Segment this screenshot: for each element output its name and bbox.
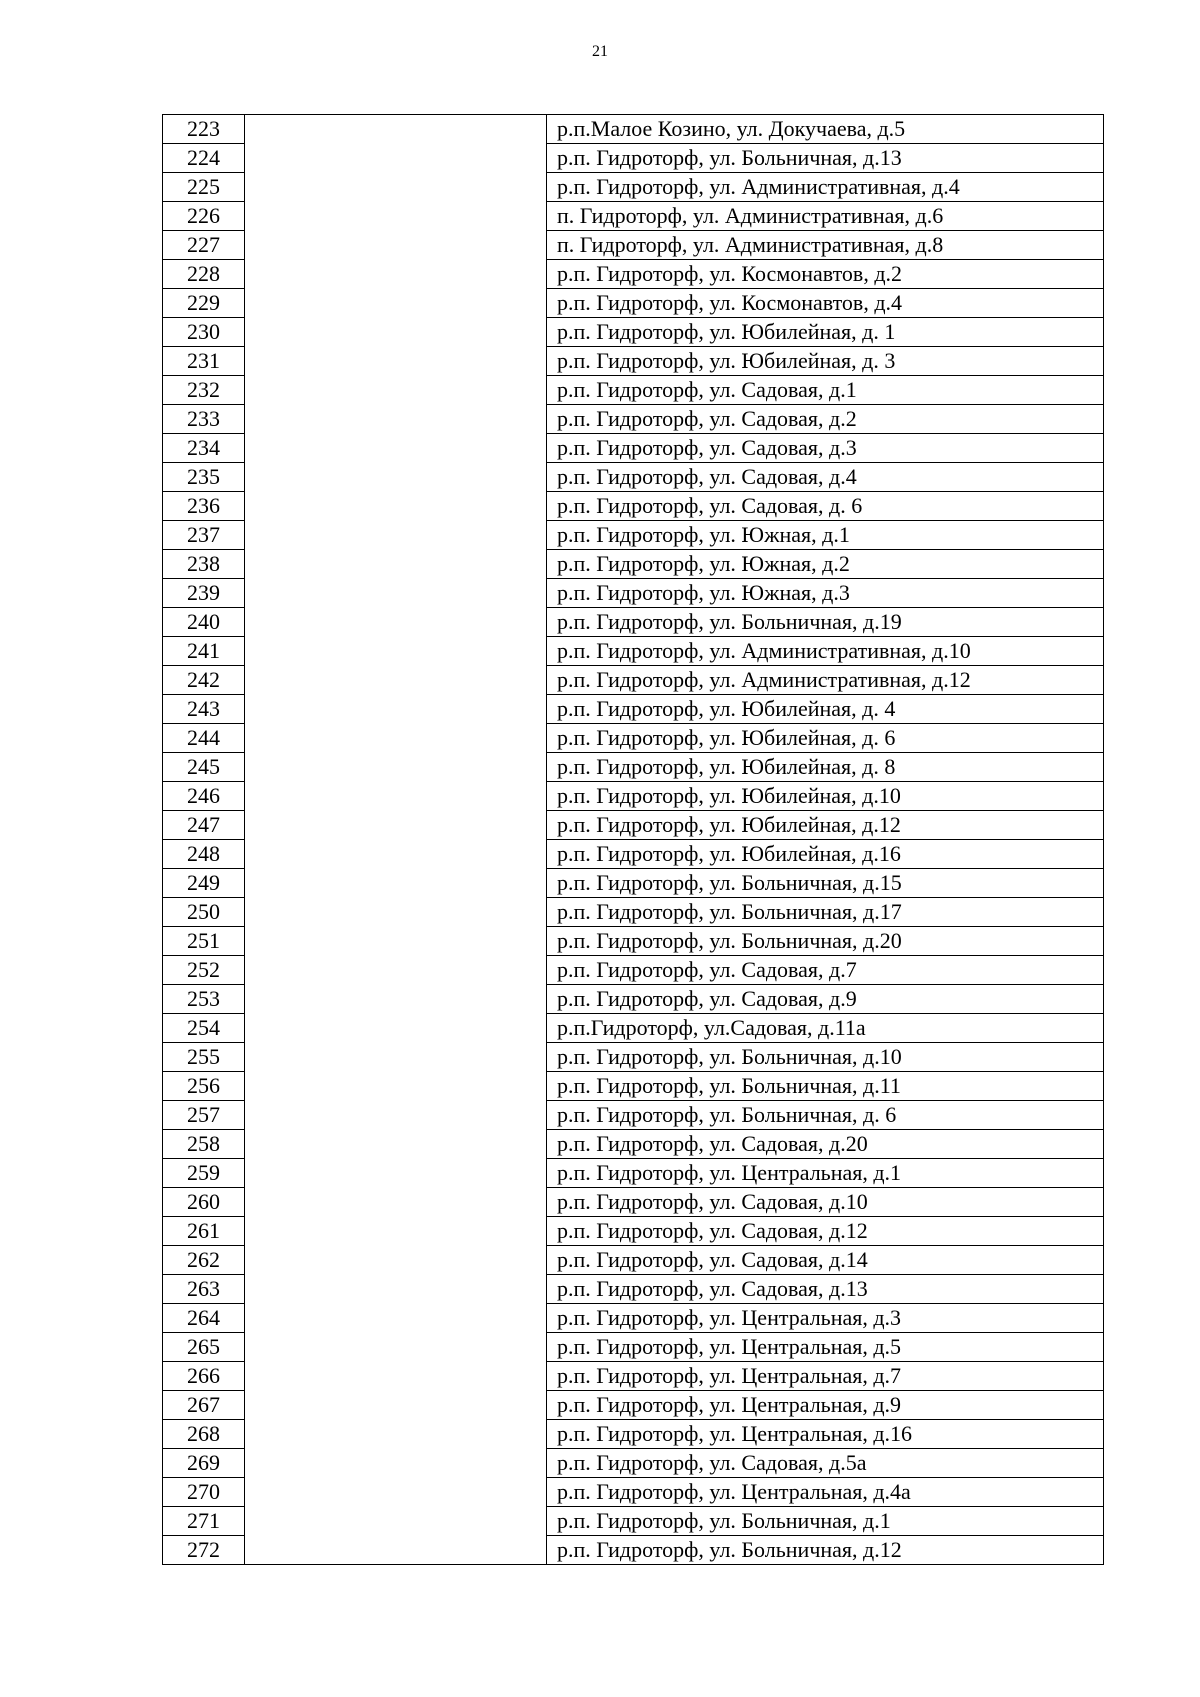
empty-cell (245, 898, 547, 927)
empty-cell (245, 318, 547, 347)
table-row (163, 1391, 1104, 1420)
table-row (163, 927, 1104, 956)
table-row (163, 260, 1104, 289)
address-cell: р.п. Гидроторф, ул. Садовая, д.4 (547, 463, 1104, 492)
empty-cell (245, 1188, 547, 1217)
row-number: 232 (163, 376, 245, 405)
empty-cell (245, 463, 547, 492)
table-row (163, 434, 1104, 463)
table-row (163, 1304, 1104, 1333)
table-row (163, 1275, 1104, 1304)
empty-cell (245, 289, 547, 318)
row-number: 260 (163, 1188, 245, 1217)
address-cell: р.п. Гидроторф, ул. Садовая, д.13 (547, 1275, 1104, 1304)
address-cell: р.п. Гидроторф, ул. Административная, д.10 (547, 637, 1104, 666)
row-number: 266 (163, 1362, 245, 1391)
row-number: 268 (163, 1420, 245, 1449)
row-number: 264 (163, 1304, 245, 1333)
row-number: 229 (163, 289, 245, 318)
row-number: 242 (163, 666, 245, 695)
address-cell: р.п. Гидроторф, ул. Больничная, д.13 (547, 144, 1104, 173)
row-number: 240 (163, 608, 245, 637)
table-row (163, 840, 1104, 869)
empty-cell (245, 1130, 547, 1159)
address-cell: р.п. Гидроторф, ул. Садовая, д.9 (547, 985, 1104, 1014)
row-number: 258 (163, 1130, 245, 1159)
table-row (163, 811, 1104, 840)
table-row (163, 1217, 1104, 1246)
address-cell: р.п. Гидроторф, ул. Космонавтов, д.4 (547, 289, 1104, 318)
empty-cell (245, 347, 547, 376)
row-number: 233 (163, 405, 245, 434)
empty-cell (245, 695, 547, 724)
table-row (163, 1159, 1104, 1188)
table-row (163, 492, 1104, 521)
empty-cell (245, 434, 547, 463)
empty-cell (245, 1420, 547, 1449)
table-row (163, 463, 1104, 492)
empty-cell (245, 1333, 547, 1362)
table-row (163, 695, 1104, 724)
address-cell: р.п. Гидроторф, ул. Южная, д.2 (547, 550, 1104, 579)
empty-cell (245, 202, 547, 231)
empty-cell (245, 579, 547, 608)
table-row (163, 1072, 1104, 1101)
row-number: 235 (163, 463, 245, 492)
empty-cell (245, 1536, 547, 1565)
address-cell: р.п. Гидроторф, ул. Центральная, д.4а (547, 1478, 1104, 1507)
empty-cell (245, 811, 547, 840)
table-row (163, 1362, 1104, 1391)
address-cell: р.п. Гидроторф, ул. Больничная, д.12 (547, 1536, 1104, 1565)
table-row (163, 724, 1104, 753)
row-number: 228 (163, 260, 245, 289)
table-row (163, 521, 1104, 550)
row-number: 251 (163, 927, 245, 956)
address-cell: р.п. Гидроторф, ул. Юбилейная, д. 4 (547, 695, 1104, 724)
empty-cell (245, 492, 547, 521)
table-row (163, 1536, 1104, 1565)
address-cell: р.п. Гидроторф, ул. Садовая, д.10 (547, 1188, 1104, 1217)
row-number: 245 (163, 753, 245, 782)
row-number: 261 (163, 1217, 245, 1246)
empty-cell (245, 115, 547, 144)
table-row (163, 289, 1104, 318)
empty-cell (245, 1362, 547, 1391)
address-cell: р.п. Гидроторф, ул. Больничная, д.19 (547, 608, 1104, 637)
empty-cell (245, 231, 547, 260)
empty-cell (245, 1391, 547, 1420)
empty-cell (245, 927, 547, 956)
row-number: 224 (163, 144, 245, 173)
address-cell: р.п. Гидроторф, ул. Садовая, д.5а (547, 1449, 1104, 1478)
table-row (163, 1014, 1104, 1043)
empty-cell (245, 869, 547, 898)
table-row (163, 1507, 1104, 1536)
address-cell: р.п. Гидроторф, ул. Юбилейная, д. 8 (547, 753, 1104, 782)
empty-cell (245, 550, 547, 579)
empty-cell (245, 1072, 547, 1101)
address-cell: р.п. Гидроторф, ул. Больничная, д.17 (547, 898, 1104, 927)
table-row (163, 1333, 1104, 1362)
table-row (163, 608, 1104, 637)
row-number: 243 (163, 695, 245, 724)
table-row (163, 1246, 1104, 1275)
table-row (163, 231, 1104, 260)
address-cell: р.п. Гидроторф, ул. Центральная, д.5 (547, 1333, 1104, 1362)
empty-cell (245, 1159, 547, 1188)
empty-cell (245, 173, 547, 202)
row-number: 272 (163, 1536, 245, 1565)
empty-cell (245, 1217, 547, 1246)
empty-cell (245, 1449, 547, 1478)
address-cell: р.п. Гидроторф, ул. Южная, д.1 (547, 521, 1104, 550)
empty-cell (245, 1101, 547, 1130)
empty-cell (245, 1275, 547, 1304)
address-cell: р.п. Гидроторф, ул. Центральная, д.7 (547, 1362, 1104, 1391)
row-number: 225 (163, 173, 245, 202)
table-row (163, 144, 1104, 173)
empty-cell (245, 144, 547, 173)
address-cell: р.п. Гидроторф, ул. Садовая, д.2 (547, 405, 1104, 434)
row-number: 257 (163, 1101, 245, 1130)
address-cell: р.п. Гидроторф, ул. Центральная, д.3 (547, 1304, 1104, 1333)
table-row (163, 405, 1104, 434)
address-cell: р.п. Гидроторф, ул. Космонавтов, д.2 (547, 260, 1104, 289)
table-row (163, 347, 1104, 376)
address-cell: р.п. Гидроторф, ул. Юбилейная, д.10 (547, 782, 1104, 811)
empty-cell (245, 956, 547, 985)
address-cell: р.п. Гидроторф, ул. Больничная, д.10 (547, 1043, 1104, 1072)
empty-cell (245, 1478, 547, 1507)
table-row (163, 1420, 1104, 1449)
empty-cell (245, 376, 547, 405)
empty-cell (245, 724, 547, 753)
row-number: 265 (163, 1333, 245, 1362)
row-number: 254 (163, 1014, 245, 1043)
address-cell: р.п. Гидроторф, ул. Юбилейная, д.12 (547, 811, 1104, 840)
address-table-body (163, 115, 1104, 1565)
empty-cell (245, 1014, 547, 1043)
row-number: 239 (163, 579, 245, 608)
address-cell: р.п. Гидроторф, ул. Юбилейная, д. 6 (547, 724, 1104, 753)
empty-cell (245, 840, 547, 869)
row-number: 226 (163, 202, 245, 231)
address-cell: р.п. Гидроторф, ул. Южная, д.3 (547, 579, 1104, 608)
table-row (163, 782, 1104, 811)
address-cell: р.п. Гидроторф, ул. Больничная, д. 6 (547, 1101, 1104, 1130)
address-cell: р.п. Гидроторф, ул. Садовая, д.7 (547, 956, 1104, 985)
table-row (163, 318, 1104, 347)
table-row (163, 550, 1104, 579)
address-cell: р.п. Гидроторф, ул. Больничная, д.11 (547, 1072, 1104, 1101)
table-row (163, 1449, 1104, 1478)
row-number: 253 (163, 985, 245, 1014)
address-table (162, 114, 1104, 1565)
row-number: 231 (163, 347, 245, 376)
address-cell: р.п.Малое Козино, ул. Докучаева, д.5 (547, 115, 1104, 144)
row-number: 270 (163, 1478, 245, 1507)
address-cell: р.п.Гидроторф, ул.Садовая, д.11а (547, 1014, 1104, 1043)
address-cell: р.п. Гидроторф, ул. Больничная, д.20 (547, 927, 1104, 956)
table-row (163, 869, 1104, 898)
row-number: 256 (163, 1072, 245, 1101)
address-cell: р.п. Гидроторф, ул. Центральная, д.1 (547, 1159, 1104, 1188)
row-number: 250 (163, 898, 245, 927)
row-number: 262 (163, 1246, 245, 1275)
table-row (163, 115, 1104, 144)
table-row (163, 753, 1104, 782)
empty-cell (245, 753, 547, 782)
empty-cell (245, 637, 547, 666)
address-cell: р.п. Гидроторф, ул. Садовая, д.3 (547, 434, 1104, 463)
empty-cell (245, 1043, 547, 1072)
row-number: 236 (163, 492, 245, 521)
address-cell: п. Гидроторф, ул. Административная, д.6 (547, 202, 1104, 231)
address-cell: р.п. Гидроторф, ул. Юбилейная, д. 1 (547, 318, 1104, 347)
empty-cell (245, 608, 547, 637)
address-cell: р.п. Гидроторф, ул. Садовая, д.14 (547, 1246, 1104, 1275)
row-number: 223 (163, 115, 245, 144)
table-row (163, 376, 1104, 405)
row-number: 259 (163, 1159, 245, 1188)
row-number: 271 (163, 1507, 245, 1536)
address-cell: р.п. Гидроторф, ул. Садовая, д.1 (547, 376, 1104, 405)
row-number: 267 (163, 1391, 245, 1420)
row-number: 238 (163, 550, 245, 579)
address-cell: р.п. Гидроторф, ул. Центральная, д.16 (547, 1420, 1104, 1449)
empty-cell (245, 1507, 547, 1536)
table-row (163, 1043, 1104, 1072)
empty-cell (245, 1246, 547, 1275)
address-cell: р.п. Гидроторф, ул. Садовая, д.20 (547, 1130, 1104, 1159)
table-row (163, 1130, 1104, 1159)
table-row (163, 898, 1104, 927)
row-number: 255 (163, 1043, 245, 1072)
address-cell: р.п. Гидроторф, ул. Юбилейная, д. 3 (547, 347, 1104, 376)
row-number: 249 (163, 869, 245, 898)
table-row (163, 985, 1104, 1014)
empty-cell (245, 1304, 547, 1333)
address-cell: р.п. Гидроторф, ул. Больничная, д.1 (547, 1507, 1104, 1536)
row-number: 269 (163, 1449, 245, 1478)
row-number: 234 (163, 434, 245, 463)
row-number: 237 (163, 521, 245, 550)
row-number: 241 (163, 637, 245, 666)
row-number: 248 (163, 840, 245, 869)
row-number: 246 (163, 782, 245, 811)
address-cell: р.п. Гидроторф, ул. Центральная, д.9 (547, 1391, 1104, 1420)
address-cell: р.п. Гидроторф, ул. Юбилейная, д.16 (547, 840, 1104, 869)
row-number: 230 (163, 318, 245, 347)
row-number: 252 (163, 956, 245, 985)
table-row (163, 637, 1104, 666)
empty-cell (245, 521, 547, 550)
row-number: 247 (163, 811, 245, 840)
empty-cell (245, 985, 547, 1014)
address-cell: р.п. Гидроторф, ул. Садовая, д. 6 (547, 492, 1104, 521)
table-row (163, 1478, 1104, 1507)
empty-cell (245, 782, 547, 811)
address-cell: р.п. Гидроторф, ул. Больничная, д.15 (547, 869, 1104, 898)
table-row (163, 956, 1104, 985)
page-number: 21 (592, 43, 608, 60)
table-row (163, 666, 1104, 695)
empty-cell (245, 260, 547, 289)
address-cell: р.п. Гидроторф, ул. Административная, д.4 (547, 173, 1104, 202)
address-cell: р.п. Гидроторф, ул. Садовая, д.12 (547, 1217, 1104, 1246)
row-number: 227 (163, 231, 245, 260)
table-row (163, 579, 1104, 608)
empty-cell (245, 405, 547, 434)
empty-cell (245, 666, 547, 695)
table-row (163, 173, 1104, 202)
address-cell: р.п. Гидроторф, ул. Административная, д.12 (547, 666, 1104, 695)
address-cell: п. Гидроторф, ул. Административная, д.8 (547, 231, 1104, 260)
table-row (163, 1101, 1104, 1130)
table-row (163, 1188, 1104, 1217)
table-row (163, 202, 1104, 231)
row-number: 263 (163, 1275, 245, 1304)
row-number: 244 (163, 724, 245, 753)
